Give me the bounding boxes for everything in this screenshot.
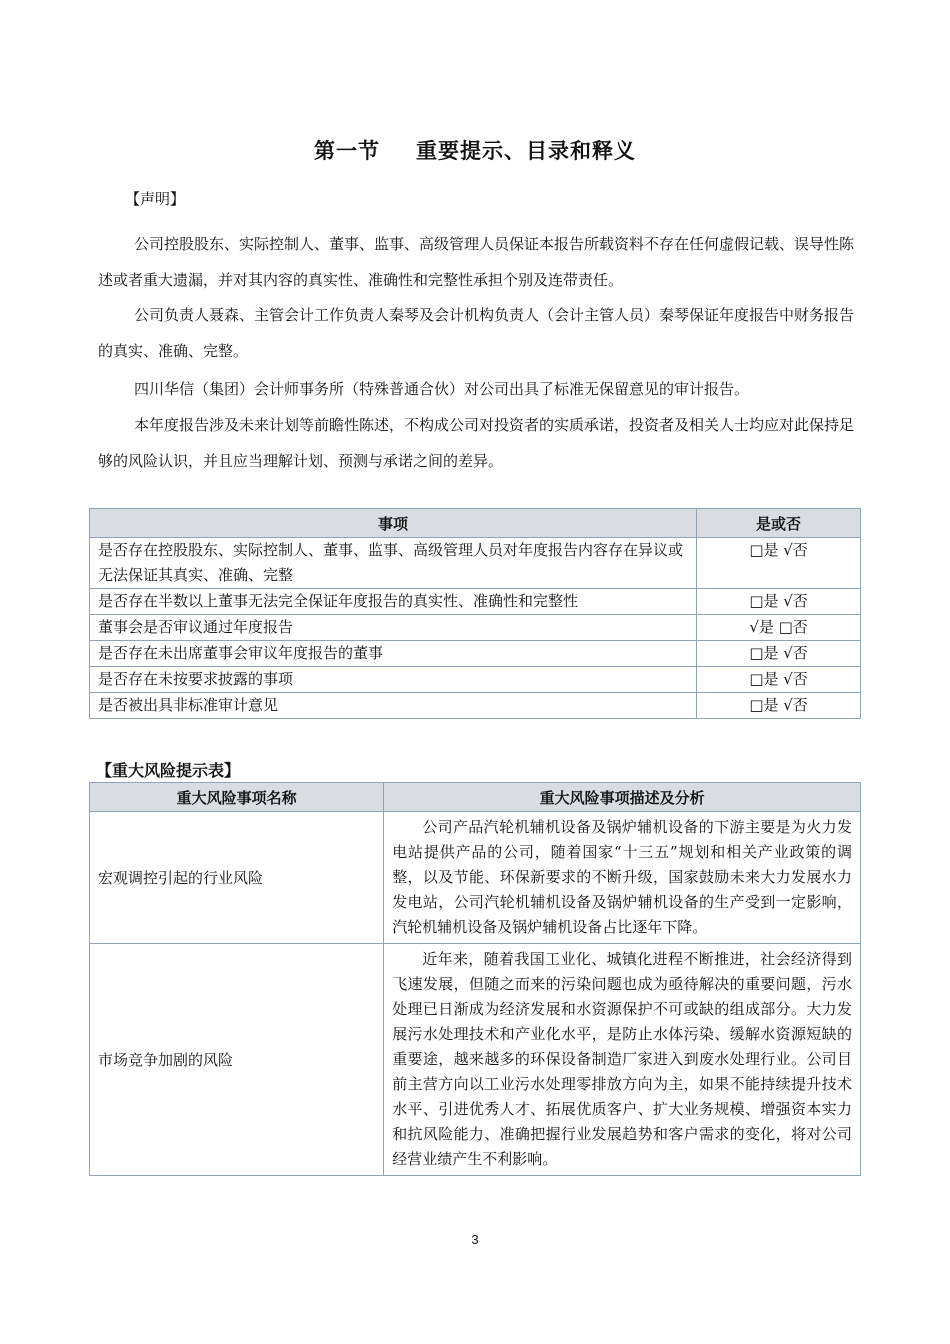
column-header: 重大风险事项名称 (90, 783, 384, 812)
table-row (90, 944, 861, 1176)
item-cell: 是否存在控股股东、实际控制人、董事、监事、高级管理人员对年度报告内容存在异议或无法保证其真实、准确、完整 (90, 538, 697, 589)
answer-cell: √是 □否 (697, 615, 861, 641)
confirmation-table (89, 508, 861, 719)
column-header: 重大风险事项描述及分析 (384, 783, 861, 812)
column-header: 事项 (90, 509, 697, 538)
answer-cell: □是 √否 (697, 589, 861, 615)
table-row (90, 538, 861, 589)
paragraph-responsible: 公司负责人聂森、主管会计工作负责人秦琴及会计机构负责人（会计主管人员）秦琴保证年度报告中财务报告的真实、准确、完整。 (98, 306, 855, 360)
table-header-row (90, 783, 861, 812)
paragraph-audit: 四川华信（集团）会计师事务所（特殊普通合伙）对公司出具了标准无保留意见的审计报告。 (134, 380, 750, 398)
risk-description-cell: 近年来，随着我国工业化、城镇化进程不断推进，社会经济得到飞速发展，但随之而来的污染问题也成为亟待解决的重要问题，污水处理已日渐成为经济发展和水资源保护不可或缺的组成部分。大力发展污水处理技术和产业化水平，是防止水体污染、缓解水资源短缺的重要途，越来越多的环保设备制造厂家进入到废水处理行业。公司目前主营方向以工业污水处理零排放方向为主，如果不能持续提升技术水平、引进优秀人才、拓展优质客户、扩大业务规模、增强资本实力和抗风险能力、准确把握行业发展趋势和客户需求的变化，将对公司经营业绩产生不利影响。 (384, 944, 861, 1176)
section-number: 第一节 (314, 139, 380, 163)
statement-label: 【声明】 (125, 190, 186, 208)
table-row (90, 589, 861, 615)
section-heading: 重要提示、目录和释义 (416, 139, 636, 163)
answer-cell: □是 √否 (697, 667, 861, 693)
table-row (90, 812, 861, 944)
risk-table (89, 782, 861, 1176)
table-row (90, 615, 861, 641)
answer-cell: □是 √否 (697, 641, 861, 667)
answer-cell: □是 √否 (697, 538, 861, 589)
item-cell: 是否存在半数以上董事无法完全保证年度报告的真实性、准确性和完整性 (90, 589, 697, 615)
item-cell: 是否存在未出席董事会审议年度报告的董事 (90, 641, 697, 667)
item-cell: 是否被出具非标准审计意见 (90, 693, 697, 719)
page-number: 3 (471, 1232, 479, 1247)
item-cell: 是否存在未按要求披露的事项 (90, 667, 697, 693)
item-cell: 董事会是否审议通过年度报告 (90, 615, 697, 641)
paragraph-guarantee: 公司控股股东、实际控制人、董事、监事、高级管理人员保证本报告所载资料不存在任何虚假记载、误导性陈述或者重大遗漏，并对其内容的真实性、准确性和完整性承担个别及连带责任。 (98, 235, 855, 289)
section-title (0, 135, 950, 165)
risk-name-cell: 宏观调控引起的行业风险 (90, 812, 384, 944)
risk-name-cell: 市场竞争加剧的风险 (90, 944, 384, 1176)
table-row (90, 667, 861, 693)
table-header-row (90, 509, 861, 538)
risk-description-cell: 公司产品汽轮机辅机设备及锅炉辅机设备的下游主要是为火力发电站提供产品的公司，随着国家“十三五”规划和相关产业政策的调整，以及节能、环保新要求的不断升级，国家鼓励未来大力发展水力发电站，公司汽轮机辅机设备及锅炉辅机设备的生产受到一定影响，汽轮机辅机设备及锅炉辅机设备占比逐年下降。 (384, 812, 861, 944)
answer-cell: □是 √否 (697, 693, 861, 719)
table-row (90, 693, 861, 719)
table-row (90, 641, 861, 667)
column-header: 是或否 (697, 509, 861, 538)
risk-table-title: 【重大风险提示表】 (96, 761, 241, 780)
paragraph-forward-looking: 本年度报告涉及未来计划等前瞻性陈述，不构成公司对投资者的实质承诺，投资者及相关人士均应对此保持足够的风险认识，并且应当理解计划、预测与承诺之间的差异。 (98, 416, 855, 470)
